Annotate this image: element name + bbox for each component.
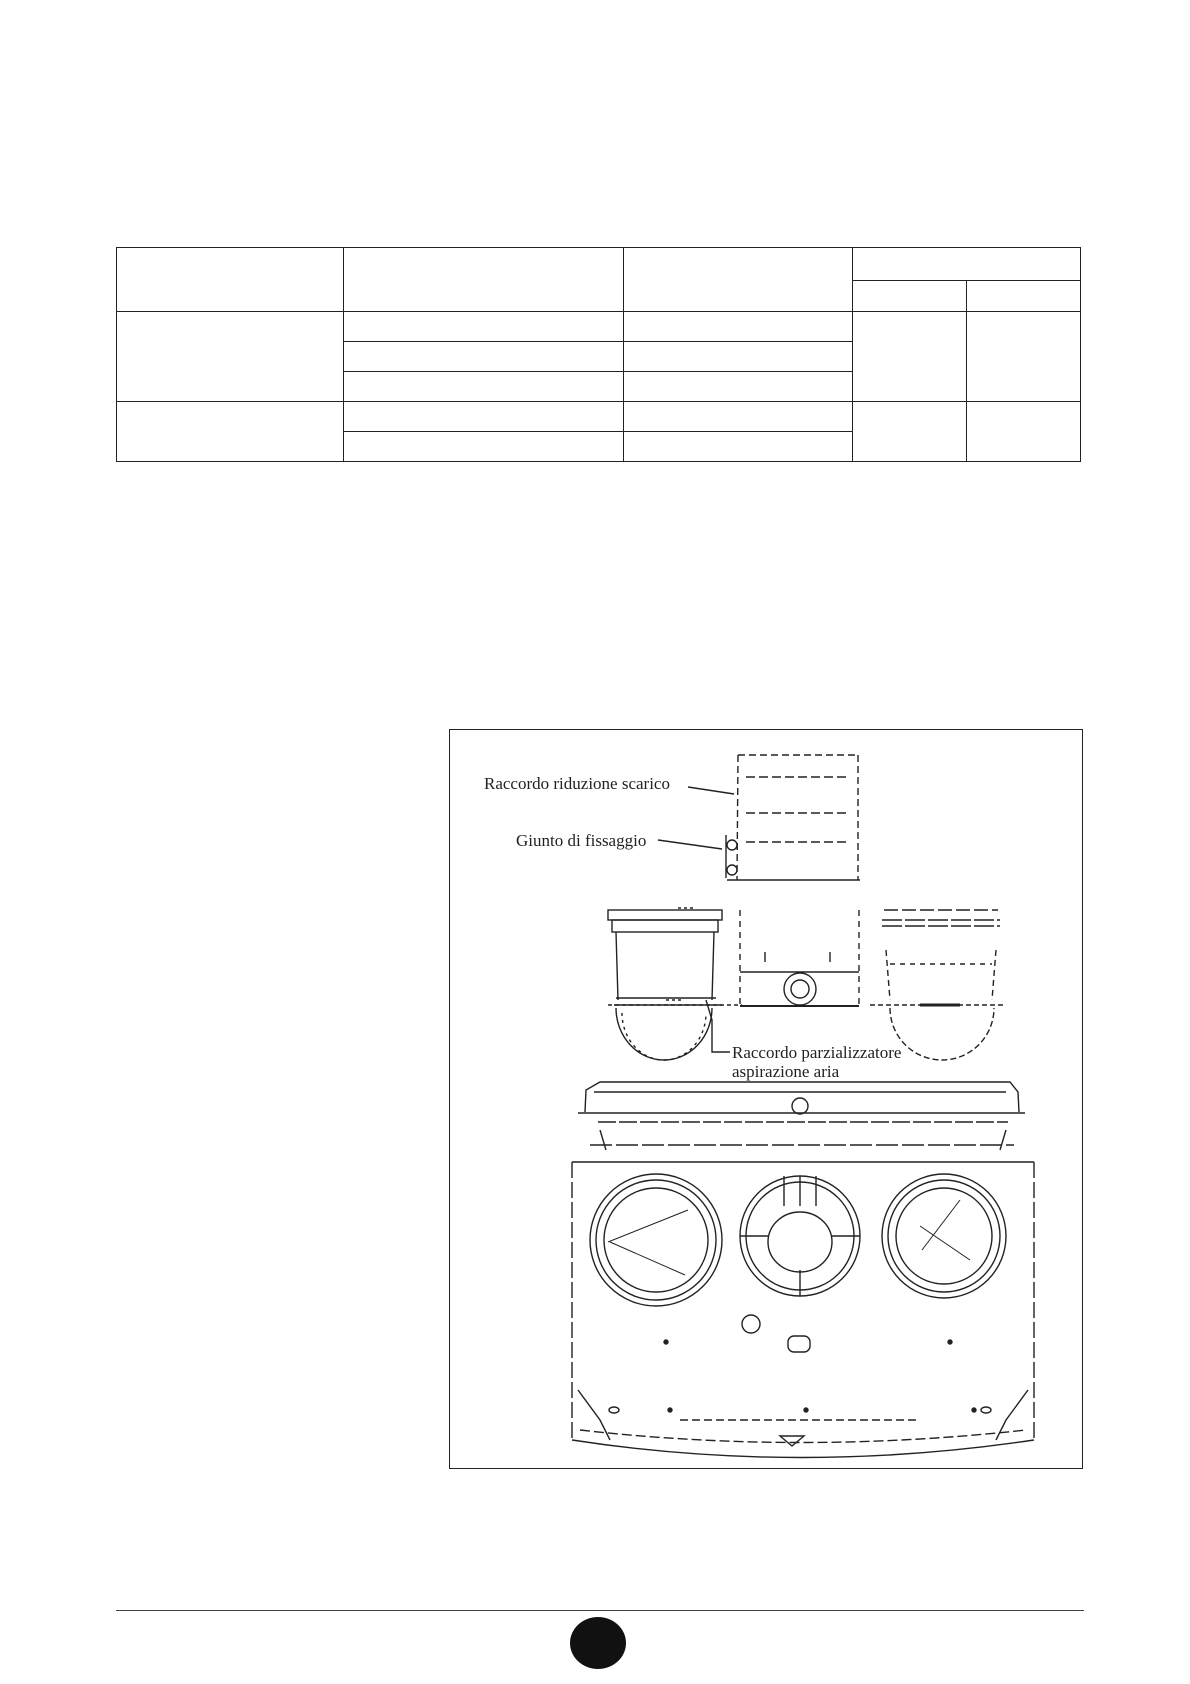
header-col1 — [117, 248, 344, 312]
label-sealing-gasket: Giunto di fissaggio — [516, 831, 647, 850]
header-col2 — [344, 248, 624, 312]
technical-figure — [449, 729, 1083, 1469]
table-cell — [344, 312, 624, 342]
footer-rule — [116, 1610, 1084, 1611]
table-cell — [624, 372, 853, 402]
group2-col4b — [967, 402, 1081, 462]
label-air-intake-line1: Raccordo parzializzatore — [732, 1043, 902, 1062]
center-body-fitting — [740, 910, 859, 1006]
leader-sealing-gasket — [658, 840, 722, 849]
header-col4b — [967, 281, 1081, 312]
group1-name — [117, 312, 344, 402]
exhaust-reducer-fitting — [726, 755, 860, 880]
left-air-intake-fitting — [608, 908, 742, 1060]
table-cell — [344, 372, 624, 402]
boiler-fitting-drawing — [450, 730, 1084, 1470]
group2-col4a — [853, 402, 967, 462]
table-cell — [344, 432, 624, 462]
table-cell — [344, 342, 624, 372]
table-cell — [624, 312, 853, 342]
right-fitting — [870, 910, 1005, 1060]
group2-name — [117, 402, 344, 462]
specification-table — [116, 247, 1081, 462]
table-cell — [624, 402, 853, 432]
header-col3 — [624, 248, 853, 312]
page-number-badge — [570, 1617, 626, 1669]
group1-col4b — [967, 312, 1081, 402]
boiler-base-plate — [572, 1082, 1034, 1458]
table-cell — [344, 402, 624, 432]
label-air-intake-line2: aspirazione aria — [732, 1062, 840, 1081]
table-cell — [624, 432, 853, 462]
group1-col4a — [853, 312, 967, 402]
table-cell — [624, 342, 853, 372]
header-col4a — [853, 281, 967, 312]
leader-exhaust-reducer — [688, 787, 734, 794]
header-col4-group — [853, 248, 1081, 281]
label-exhaust-reducer: Raccordo riduzione scarico — [484, 774, 670, 793]
